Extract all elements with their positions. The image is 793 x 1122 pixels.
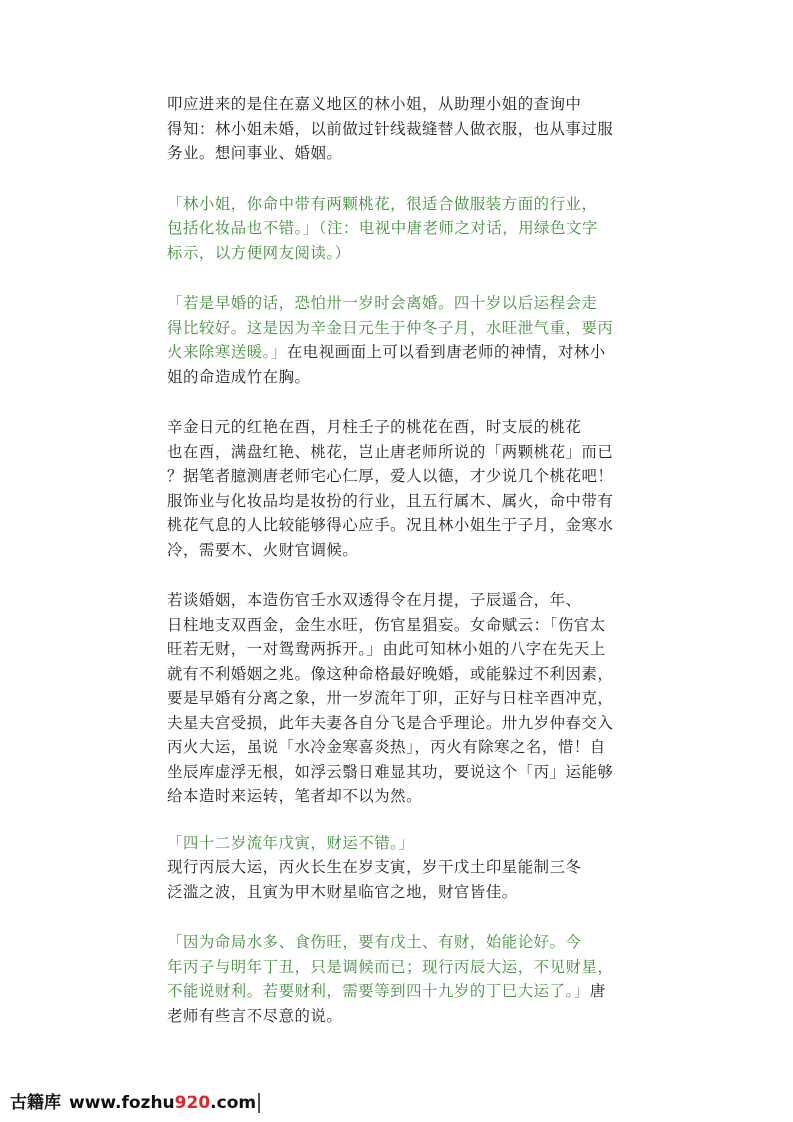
document-body [167, 92, 627, 1054]
narrative-text: 冷，需要木、火财官调候。 [167, 540, 359, 559]
narrative-text: 辛金日元的红艳在酉，月柱壬子的桃花在酉，时支辰的桃花 [167, 418, 582, 436]
text-line [167, 365, 627, 390]
dialogue-text: 不能说财利。若要财利，需要等到四十九岁的丁巳大运了。」 [167, 982, 590, 1000]
site-watermark [10, 1088, 310, 1118]
narrative-text: 日柱地支双酉金，金生水旺，伤官星猖妄。女命赋云：「伤官太 [167, 615, 606, 634]
dialogue-text: 「若是早婚的话，恐怕卅一岁时会离婚。四十岁以后运程会走 [167, 294, 598, 312]
narrative-text: 旺若无财，一对鸳鸯两拆开。」由此可知林小姐的八字在先天上 [167, 640, 606, 658]
text-line [167, 216, 627, 241]
text-line [167, 340, 627, 365]
narrative-text: ？据笔者臆测唐老师宅心仁厚，爱人以德，才少说几个桃花吧！ [167, 467, 614, 485]
text-line [167, 735, 627, 760]
text-line [167, 141, 627, 166]
narrative-text: 服饰业与化妆品均是妆扮的行业，且五行属木、属火，命中带有 [167, 491, 614, 510]
paragraph [167, 930, 627, 1028]
dialogue-text: 得比较好。这是因为辛金日元生于仲冬子月，水旺泄气重，要丙 [167, 318, 614, 337]
narrative-text: 坐辰库虚浮无根，如浮云翳日难显其功，要说这个「丙」运能够 [167, 762, 614, 781]
narrative-text: 桃花气息的人比较能够得心应手。况且林小姐生于子月，金寒水 [167, 516, 614, 534]
text-line [167, 538, 627, 563]
dialogue-text: 「林小姐，你命中带有两颗桃花，很适合做服装方面的行业， [167, 194, 598, 213]
text-line [167, 979, 627, 1004]
text-line [167, 117, 627, 142]
text-line [167, 930, 627, 955]
narrative-text: 就有不利婚姻之兆。像这种命格最好晚婚，或能躲过不利因素， [167, 664, 614, 683]
paragraph [167, 92, 627, 166]
text-line [167, 1004, 627, 1029]
narrative-text: 在电视画面上可以看到唐老师的神情，对林小 [286, 343, 606, 361]
text-line [167, 831, 627, 856]
paragraph [167, 192, 627, 266]
narrative-text: 要是早婚有分离之象，卅一岁流年丁卯，正好与日柱辛酉冲克， [167, 689, 614, 707]
text-line [167, 316, 627, 341]
text-line [167, 711, 627, 736]
narrative-text: 叩应进来的是住在嘉义地区的林小姐，从助理小姐的查询中 [167, 95, 582, 113]
narrative-text: 务业。想问事业、婚姻。 [167, 144, 343, 162]
paragraph [167, 588, 627, 809]
text-line [167, 92, 627, 117]
narrative-text: 得知：林小姐未婚，以前做过针线裁缝替人做衣服，也从事过服 [167, 119, 614, 138]
site-url-number: 920 [174, 1093, 211, 1113]
narrative-text: 若谈婚姻，本造伤官壬水双透得令在月提，子辰遥合，年、 [167, 591, 582, 609]
paragraph [167, 291, 627, 389]
paragraph [167, 415, 627, 562]
narrative-text: 丙火大运，虽说「水冷金寒喜炎热」，丙火有除寒之名，惜！自 [167, 738, 606, 756]
text-line [167, 588, 627, 613]
narrative-text: 给本造时来运转，笔者却不以为然。 [167, 787, 423, 805]
narrative-text: 唐 [589, 982, 606, 1000]
text-line [167, 613, 627, 638]
site-name: 古籍库 [10, 1093, 61, 1113]
text-line [167, 291, 627, 316]
dialogue-text: 火来除寒送暖。」 [167, 343, 287, 361]
paragraph [167, 831, 627, 905]
text-line [167, 855, 627, 880]
text-line [167, 241, 627, 266]
dialogue-text: 包括化妆品也不错。」（注：电视中唐老师之对话，用绿色文字 [167, 219, 598, 237]
text-line [167, 637, 627, 662]
text-line [167, 686, 627, 711]
narrative-text: 也在酉，满盘红艳、桃花，岂止唐老师所说的「两颗桃花」而已 [167, 442, 614, 461]
narrative-text: 姐的命造成竹在胸。 [167, 367, 311, 386]
site-url-suffix: .com [210, 1093, 257, 1113]
dialogue-text: 标示，以方便网友阅读。） [167, 243, 351, 262]
text-line [167, 513, 627, 538]
narrative-text: 泛滥之波，且寅为甲木财星临官之地，财官皆佳。 [167, 882, 518, 901]
dialogue-text: 「因为命局水多、食伤旺，要有戊土、有财，始能论好。今 [167, 933, 582, 951]
divider [258, 1093, 260, 1113]
text-line [167, 192, 627, 217]
site-url-prefix: www.fozhu [69, 1093, 175, 1113]
text-line [167, 880, 627, 905]
text-line [167, 415, 627, 440]
text-line [167, 662, 627, 687]
text-line [167, 489, 627, 514]
text-line [167, 760, 627, 785]
text-line [167, 440, 627, 465]
text-line [167, 955, 627, 980]
text-line [167, 784, 627, 809]
text-line [167, 464, 627, 489]
narrative-text: 老师有些言不尽意的说。 [167, 1006, 343, 1025]
narrative-text: 夫星夫宫受损，此年夫妻各自分飞是合乎理论。卅九岁仲春交入 [167, 713, 614, 732]
dialogue-text: 年丙子与明年丁丑，只是调候而已；现行丙辰大运，不见财星， [167, 957, 614, 976]
dialogue-text: 「四十二岁流年戊寅，财运不错。」 [167, 833, 415, 852]
narrative-text: 现行丙辰大运，丙火长生在岁支寅，岁干戊土印星能制三冬 [167, 858, 582, 876]
